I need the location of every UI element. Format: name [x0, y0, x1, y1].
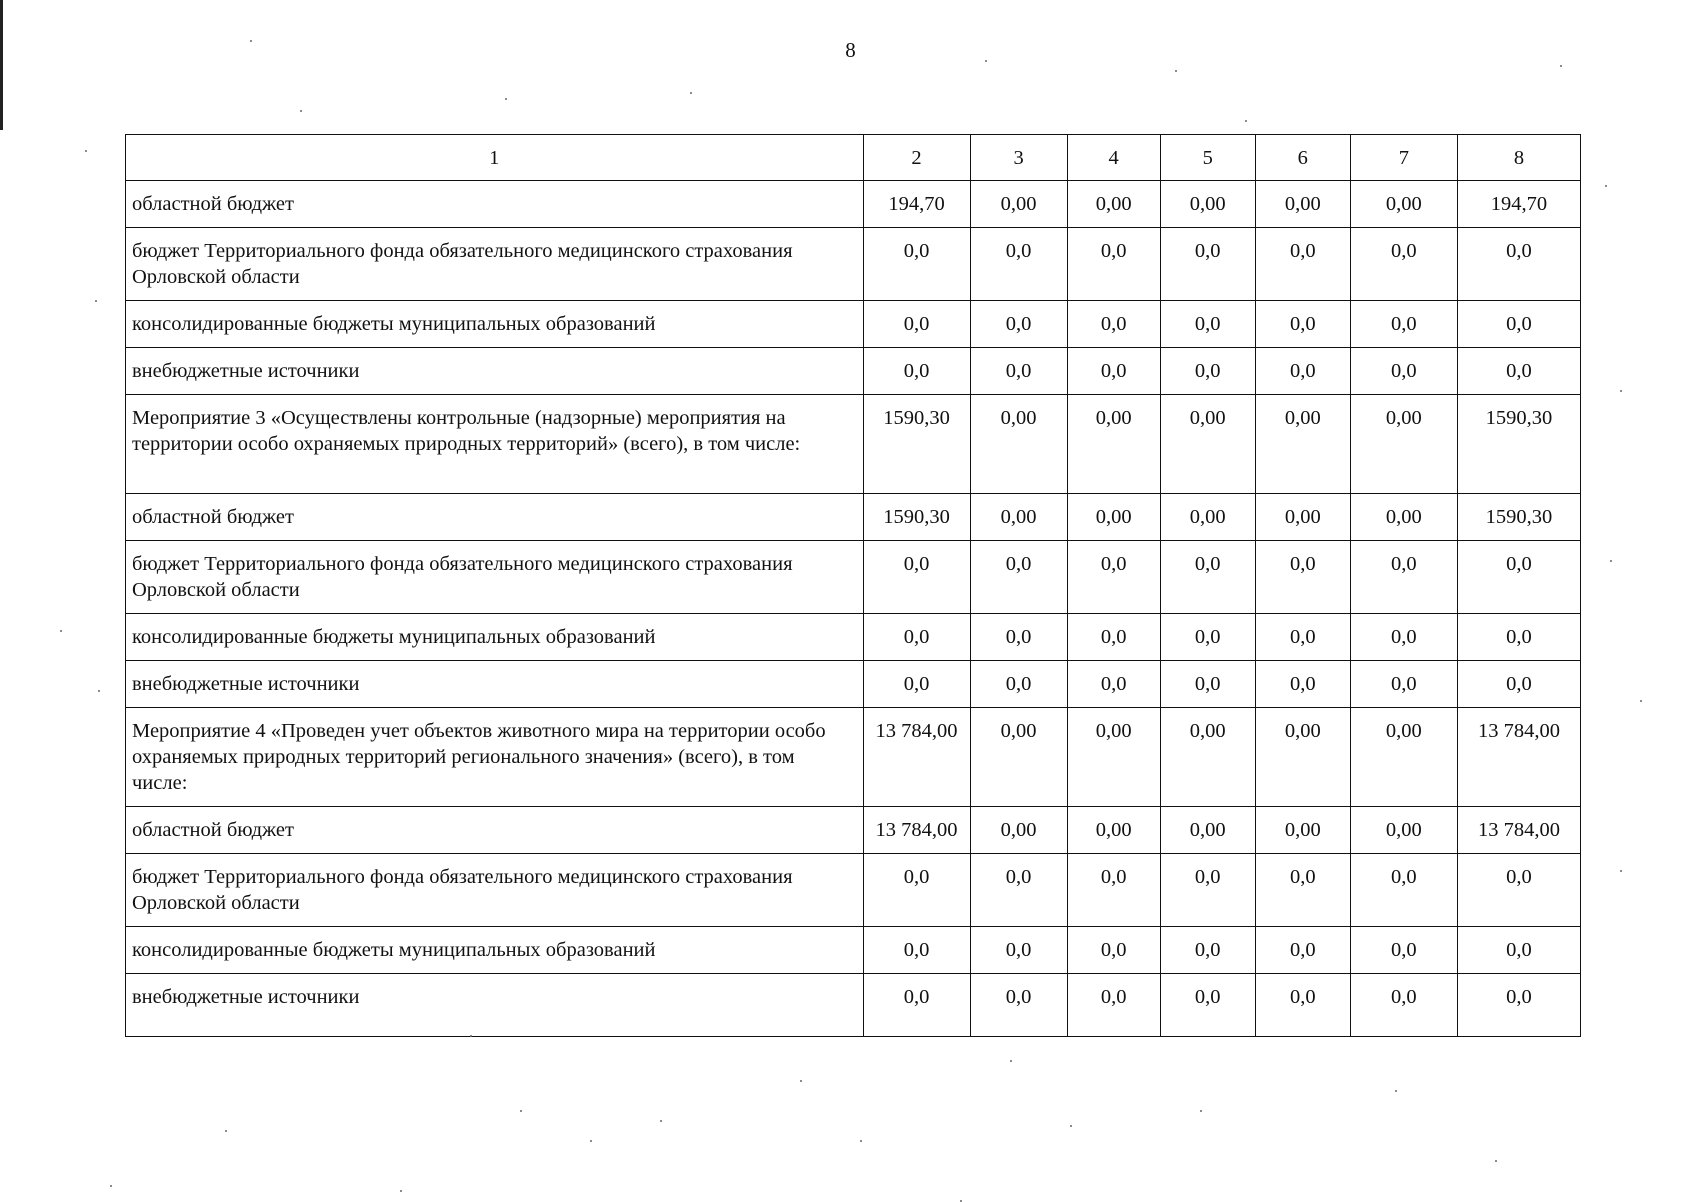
scan-speck	[1610, 560, 1612, 562]
value-cell-col-6: 0,00	[1255, 807, 1350, 854]
value-cell-col-8: 13 784,00	[1457, 807, 1580, 854]
value-cell-col-2: 0,0	[863, 661, 970, 708]
value-cell-col-7: 0,00	[1350, 708, 1457, 807]
value-cell-col-5: 0,0	[1160, 661, 1255, 708]
row-label: бюджет Территориального фонда обязательного медицинского страхования Орловской области	[126, 541, 864, 614]
row-label: консолидированные бюджеты муниципальных образований	[126, 614, 864, 661]
value-cell-col-5: 0,0	[1160, 541, 1255, 614]
header-cell-5: 5	[1160, 135, 1255, 181]
table-row	[126, 661, 1581, 708]
value-cell-col-8: 1590,30	[1457, 494, 1580, 541]
value-cell-col-2: 0,0	[863, 348, 970, 395]
row-label: консолидированные бюджеты муниципальных образований	[126, 301, 864, 348]
header-cell-6: 6	[1255, 135, 1350, 181]
header-cell-7: 7	[1350, 135, 1457, 181]
value-cell-col-3: 0,0	[970, 854, 1067, 927]
value-cell-col-7: 0,0	[1350, 974, 1457, 1037]
table-row	[126, 395, 1581, 494]
value-cell-col-8: 0,0	[1457, 348, 1580, 395]
scan-speck	[1605, 185, 1607, 187]
row-label: внебюджетные источники	[126, 974, 864, 1037]
scan-speck	[1560, 65, 1562, 67]
budget-table	[125, 134, 1581, 1037]
scan-speck	[60, 630, 62, 632]
value-cell-col-2: 1590,30	[863, 494, 970, 541]
scan-speck	[1245, 120, 1247, 122]
table-row	[126, 301, 1581, 348]
scan-speck	[95, 300, 97, 302]
scan-speck	[1070, 1125, 1072, 1127]
value-cell-col-4: 0,0	[1067, 854, 1160, 927]
table-row	[126, 494, 1581, 541]
scan-speck	[1395, 1090, 1397, 1092]
table-header-row	[126, 135, 1581, 181]
value-cell-col-8: 0,0	[1457, 301, 1580, 348]
value-cell-col-4: 0,00	[1067, 181, 1160, 228]
scan-speck	[590, 1140, 592, 1142]
value-cell-col-2: 0,0	[863, 854, 970, 927]
value-cell-col-4: 0,00	[1067, 395, 1160, 494]
value-cell-col-6: 0,0	[1255, 614, 1350, 661]
value-cell-col-7: 0,0	[1350, 927, 1457, 974]
value-cell-col-6: 0,0	[1255, 348, 1350, 395]
value-cell-col-7: 0,00	[1350, 494, 1457, 541]
value-cell-col-6: 0,00	[1255, 181, 1350, 228]
scan-speck	[250, 40, 252, 42]
value-cell-col-3: 0,0	[970, 301, 1067, 348]
scan-speck	[690, 92, 692, 94]
value-cell-col-8: 0,0	[1457, 228, 1580, 301]
scan-speck	[85, 150, 87, 152]
value-cell-col-2: 0,0	[863, 974, 970, 1037]
value-cell-col-3: 0,00	[970, 494, 1067, 541]
value-cell-col-4: 0,0	[1067, 614, 1160, 661]
value-cell-col-5: 0,0	[1160, 927, 1255, 974]
value-cell-col-7: 0,00	[1350, 807, 1457, 854]
table-body	[126, 181, 1581, 1037]
value-cell-col-8: 1590,30	[1457, 395, 1580, 494]
scan-speck	[110, 1185, 112, 1187]
header-cell-8: 8	[1457, 135, 1580, 181]
row-label: областной бюджет	[126, 494, 864, 541]
scan-speck	[985, 60, 987, 62]
row-label: областной бюджет	[126, 181, 864, 228]
value-cell-col-4: 0,0	[1067, 228, 1160, 301]
value-cell-col-2: 0,0	[863, 301, 970, 348]
header-cell-4: 4	[1067, 135, 1160, 181]
page-number: 8	[845, 38, 856, 62]
value-cell-col-6: 0,00	[1255, 708, 1350, 807]
scan-speck	[1495, 1160, 1497, 1162]
scan-speck	[520, 1110, 522, 1112]
scan-speck	[505, 98, 507, 100]
value-cell-col-7: 0,0	[1350, 541, 1457, 614]
scan-speck	[860, 1140, 862, 1142]
value-cell-col-4: 0,00	[1067, 807, 1160, 854]
value-cell-col-5: 0,0	[1160, 854, 1255, 927]
row-label: Мероприятие 4 «Проведен учет объектов животного мира на территории особо охраняемых природных территорий регионального значения» (всего), в том числе:	[126, 708, 864, 807]
value-cell-col-4: 0,0	[1067, 661, 1160, 708]
header-cell-2: 2	[863, 135, 970, 181]
table-row	[126, 854, 1581, 927]
table-row	[126, 927, 1581, 974]
value-cell-col-7: 0,0	[1350, 348, 1457, 395]
value-cell-col-7: 0,0	[1350, 301, 1457, 348]
table-row	[126, 614, 1581, 661]
scan-speck	[800, 1080, 802, 1082]
value-cell-col-4: 0,00	[1067, 494, 1160, 541]
value-cell-col-2: 13 784,00	[863, 807, 970, 854]
row-label: внебюджетные источники	[126, 661, 864, 708]
value-cell-col-6: 0,0	[1255, 974, 1350, 1037]
value-cell-col-4: 0,0	[1067, 301, 1160, 348]
value-cell-col-2: 0,0	[863, 541, 970, 614]
value-cell-col-5: 0,00	[1160, 708, 1255, 807]
scan-speck	[660, 1120, 662, 1122]
value-cell-col-3: 0,00	[970, 807, 1067, 854]
value-cell-col-4: 0,0	[1067, 927, 1160, 974]
value-cell-col-8: 13 784,00	[1457, 708, 1580, 807]
value-cell-col-7: 0,00	[1350, 181, 1457, 228]
value-cell-col-7: 0,0	[1350, 614, 1457, 661]
scan-speck	[1175, 70, 1177, 72]
value-cell-col-8: 0,0	[1457, 974, 1580, 1037]
value-cell-col-3: 0,0	[970, 927, 1067, 974]
value-cell-col-6: 0,0	[1255, 541, 1350, 614]
value-cell-col-6: 0,0	[1255, 927, 1350, 974]
table-row	[126, 181, 1581, 228]
table-row	[126, 807, 1581, 854]
value-cell-col-4: 0,0	[1067, 974, 1160, 1037]
value-cell-col-3: 0,0	[970, 348, 1067, 395]
value-cell-col-2: 0,0	[863, 927, 970, 974]
value-cell-col-3: 0,00	[970, 708, 1067, 807]
value-cell-col-5: 0,0	[1160, 348, 1255, 395]
value-cell-col-5: 0,00	[1160, 395, 1255, 494]
table-row	[126, 228, 1581, 301]
table-row	[126, 974, 1581, 1037]
value-cell-col-6: 0,0	[1255, 228, 1350, 301]
value-cell-col-8: 0,0	[1457, 927, 1580, 974]
value-cell-col-2: 0,0	[863, 228, 970, 301]
value-cell-col-5: 0,0	[1160, 974, 1255, 1037]
value-cell-col-7: 0,0	[1350, 661, 1457, 708]
scan-speck	[1620, 870, 1622, 872]
value-cell-col-6: 0,00	[1255, 395, 1350, 494]
value-cell-col-3: 0,0	[970, 228, 1067, 301]
scan-speck	[1200, 1110, 1202, 1112]
value-cell-col-4: 0,0	[1067, 541, 1160, 614]
row-label: консолидированные бюджеты муниципальных образований	[126, 927, 864, 974]
value-cell-col-4: 0,00	[1067, 708, 1160, 807]
row-label: внебюджетные источники	[126, 348, 864, 395]
value-cell-col-5: 0,0	[1160, 614, 1255, 661]
table-row	[126, 348, 1581, 395]
value-cell-col-7: 0,0	[1350, 228, 1457, 301]
scan-speck	[400, 1190, 402, 1192]
value-cell-col-7: 0,0	[1350, 854, 1457, 927]
value-cell-col-2: 13 784,00	[863, 708, 970, 807]
value-cell-col-3: 0,0	[970, 974, 1067, 1037]
scan-speck	[300, 110, 302, 112]
value-cell-col-8: 0,0	[1457, 661, 1580, 708]
value-cell-col-2: 0,0	[863, 614, 970, 661]
scan-speck	[1620, 390, 1622, 392]
value-cell-col-5: 0,0	[1160, 228, 1255, 301]
value-cell-col-3: 0,0	[970, 661, 1067, 708]
value-cell-col-8: 0,0	[1457, 541, 1580, 614]
value-cell-col-3: 0,00	[970, 181, 1067, 228]
value-cell-col-8: 0,0	[1457, 854, 1580, 927]
row-label: бюджет Территориального фонда обязательного медицинского страхования Орловской области	[126, 854, 864, 927]
value-cell-col-2: 194,70	[863, 181, 970, 228]
value-cell-col-5: 0,00	[1160, 181, 1255, 228]
row-label: областной бюджет	[126, 807, 864, 854]
table-row	[126, 541, 1581, 614]
value-cell-col-5: 0,00	[1160, 807, 1255, 854]
value-cell-col-8: 0,0	[1457, 614, 1580, 661]
header-cell-1: 1	[126, 135, 864, 181]
value-cell-col-6: 0,0	[1255, 661, 1350, 708]
value-cell-col-3: 0,0	[970, 541, 1067, 614]
scan-speck	[1010, 1060, 1012, 1062]
scan-edge-line	[0, 0, 3, 130]
value-cell-col-7: 0,00	[1350, 395, 1457, 494]
value-cell-col-6: 0,00	[1255, 494, 1350, 541]
value-cell-col-5: 0,00	[1160, 494, 1255, 541]
scan-speck	[1640, 700, 1642, 702]
value-cell-col-6: 0,0	[1255, 854, 1350, 927]
value-cell-col-3: 0,0	[970, 614, 1067, 661]
header-cell-3: 3	[970, 135, 1067, 181]
table-row	[126, 708, 1581, 807]
scan-speck	[98, 690, 100, 692]
value-cell-col-6: 0,0	[1255, 301, 1350, 348]
value-cell-col-5: 0,0	[1160, 301, 1255, 348]
value-cell-col-3: 0,00	[970, 395, 1067, 494]
scan-speck	[225, 1130, 227, 1132]
row-label: Мероприятие 3 «Осуществлены контрольные (надзорные) мероприятия на территории особо охраняемых природных территорий» (всего), в том числе:	[126, 395, 864, 494]
value-cell-col-4: 0,0	[1067, 348, 1160, 395]
value-cell-col-2: 1590,30	[863, 395, 970, 494]
row-label: бюджет Территориального фонда обязательного медицинского страхования Орловской области	[126, 228, 864, 301]
scan-speck	[470, 1035, 472, 1037]
value-cell-col-8: 194,70	[1457, 181, 1580, 228]
